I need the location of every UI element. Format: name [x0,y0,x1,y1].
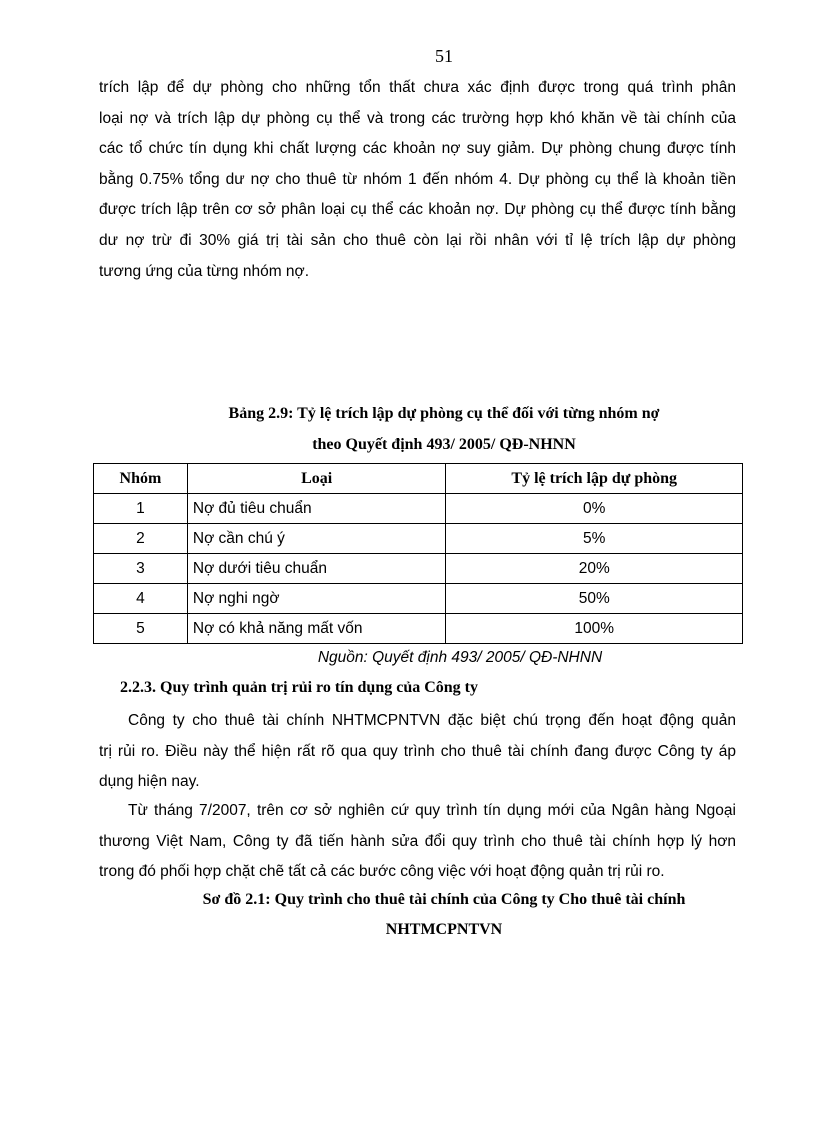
paragraph-line: trong đó phối hợp chặt chẽ tất cả các bước công việc với hoạt động quản trị rủi ro. [99,863,665,881]
paragraph-line: được trích lập trên cơ sở phân loại cụ thể các khoản nợ. Dự phòng cụ thể được tính bằng [99,201,736,219]
page-number: 51 [435,46,453,66]
table-header-row [94,464,743,494]
paragraph-risk-management [99,706,736,798]
rate-cell: 20% [446,554,743,584]
paragraph-line: thương Việt Nam, Công ty đã tiến hành sửa đổi quy trình cho thuê tài chính hợp lý hơn [99,832,736,850]
group-cell: 4 [94,584,188,614]
section-heading: 2.2.3. Quy trình quản trị rủi ro tín dụng của Công ty [120,679,478,696]
paragraph-line: dụng hiện nay. [99,773,200,791]
rate-cell: 0% [446,494,743,524]
rate-cell: 5% [446,524,743,554]
paragraph-line: loại nợ và trích lập dự phòng cụ thể và trong các trường hợp khó khăn về tài chính của [99,109,736,127]
diagram-caption-line1: Sơ đồ 2.1: Quy trình cho thuê tài chính của Công ty Cho thuê tài chính [202,891,686,908]
table-row [94,584,743,614]
paragraph-line: tương ứng của từng nhóm nợ. [99,262,310,280]
rate-cell: 100% [446,614,743,644]
type-cell: Nợ cần chú ý [187,524,446,554]
paragraph-line: Công ty cho thuê tài chính NHTMCPNTVN đặc biệt chú trọng đến hoạt động quản [128,712,736,729]
type-cell: Nợ đủ tiêu chuẩn [187,494,446,524]
table-row [94,554,743,584]
paragraph-line: dư nợ trừ đi 30% giá trị tài sản cho thuê còn lại rồi nhân với tỉ lệ trích lập dự phòng [99,231,736,249]
paragraph-line: các tổ chức tín dụng khi chất lượng các khoản nợ suy giảm. Dự phòng chung được tính [99,140,736,158]
column-header-type: Loại [187,464,446,494]
table-row [94,614,743,644]
rate-cell: 50% [446,584,743,614]
table-caption-line1: Bảng 2.9: Tỷ lệ trích lập dự phòng cụ thể đối với từng nhóm nợ [228,405,660,422]
table-row [94,494,743,524]
paragraph-line: trích lập để dự phòng cho những tổn thất chưa xác định được trong quá trình phân [99,79,736,96]
group-cell: 5 [94,614,188,644]
column-header-rate: Tỷ lệ trích lập dự phòng [446,464,743,494]
table-source-note: Nguồn: Quyết định 493/ 2005/ QĐ-NHNN [317,649,603,666]
group-cell: 1 [94,494,188,524]
paragraph-line: Từ tháng 7/2007, trên cơ sở nghiên cứ quy trình tín dụng mới của Ngân hàng Ngoại [128,802,736,819]
table-caption-line2: theo Quyết định 493/ 2005/ QĐ-NHNN [312,436,576,453]
type-cell: Nợ có khả năng mất vốn [187,614,446,644]
type-cell: Nợ dưới tiêu chuẩn [187,554,446,584]
group-cell: 3 [94,554,188,584]
paragraph-process-update [99,796,736,888]
paragraph-line: trị rủi ro. Điều này thể hiện rất rõ qua quy trình cho thuê tài chính đang được Công ty áp [99,742,736,760]
group-cell: 2 [94,524,188,554]
provisioning-rate-table [93,463,743,644]
table-row [94,524,743,554]
paragraph-line: bằng 0.75% tổng dư nợ cho thuê từ nhóm 1 đến nhóm 4. Dự phòng cụ thể là khoản tiền [99,170,736,188]
diagram-caption-line2: NHTMCPNTVN [385,921,503,938]
type-cell: Nợ nghi ngờ [187,584,446,614]
column-header-group: Nhóm [94,464,188,494]
paragraph-provisioning [99,73,736,287]
